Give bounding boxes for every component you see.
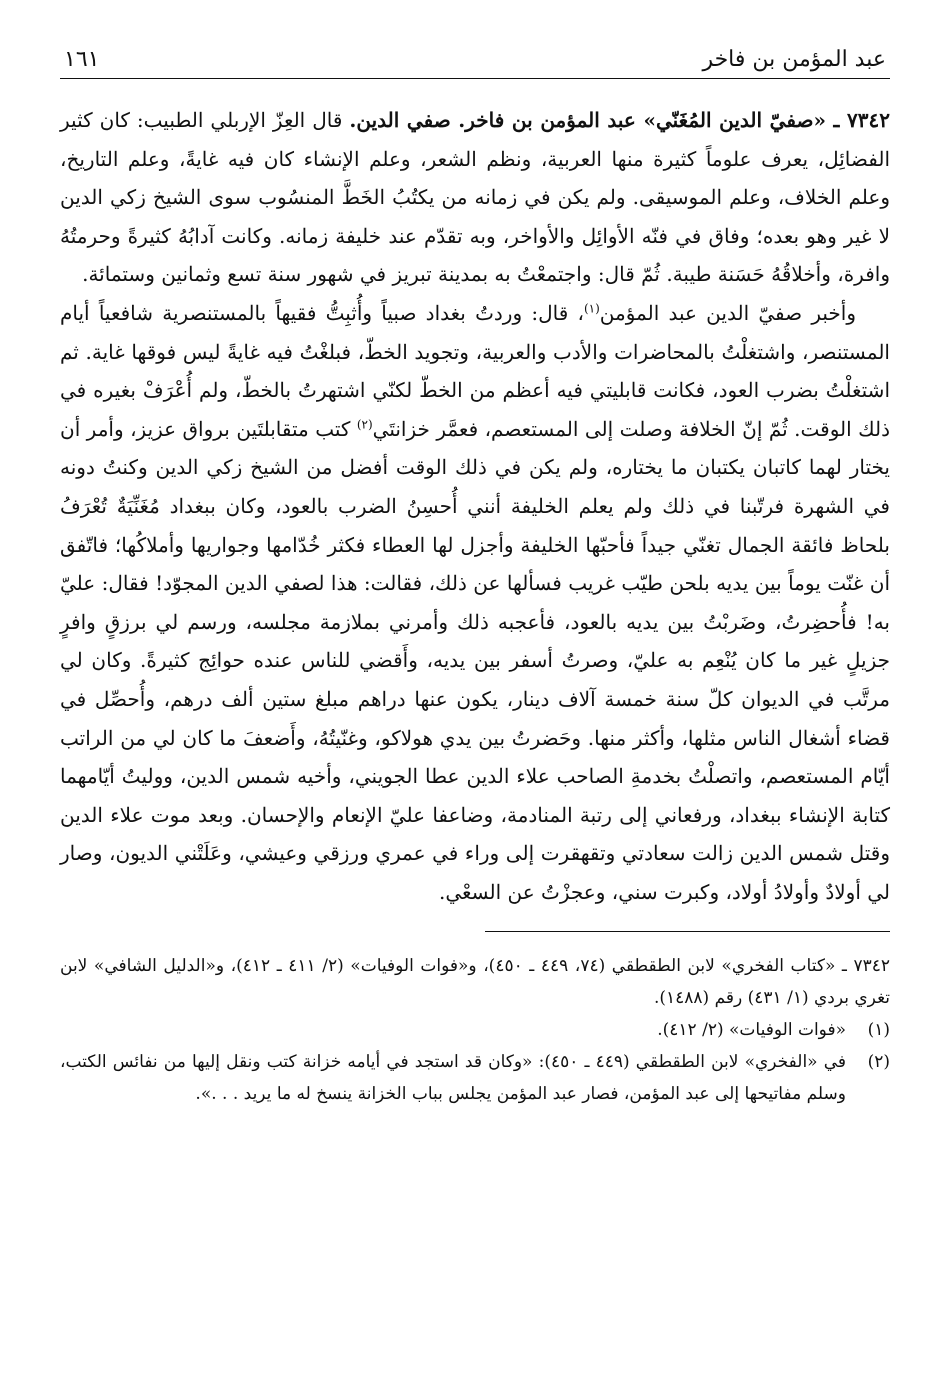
footnote-1-text: «فوات الوفيات» (٢/ ٤١٢).: [657, 1020, 846, 1041]
running-header: [60, 26, 890, 79]
footnotes: [60, 950, 890, 1110]
footnote-2: [60, 1046, 890, 1110]
entry-text-2c: كتب متقابلتَين برواق عزيز، وأمر أن يختار لهما كاتبان يكتبان ما يختاره، ولم يكن في ذلك الوقت أفضل من الشيخ زكي الدين وكنتُ دونه في الشهرة فرتّبنا في ذلك ولم يعلم الخليفة أنني أُحسِنُ الضرب بالعود، وكان ببغداد مُغَنِّيَةٌ تُعْرَفُ بلحاظ فائقة الجمال تغنّي جيداً فأحبّها الخليفة وأجزل لها العطاء فكثر خُدّامها وجواريها وأملاكُها؛ فاتّفق أن غنّت يوماً بين يديه بلحن طيّب غريب فسألها عن ذلك، فقالت: هذا لصفي الدين المجوّد! فقال: عليّ به! فأُحضِرتُ، وضَربْتُ بين يديه بالعود، فأعجبه ذلك وأمرني بملازمة مجلسه، ورسم لي برزقٍ وافرٍ جزيلٍ غير ما كان يُنْعِم به عليّ، وصرتُ أسفر بين يديه، وأَقضي للناس عنده حوائِج كثيرةً. وكان لي مرتَّب في الديوان كلّ سنة خمسة آلاف دينار، يكون عنها دراهم مبلغ ستين ألف درهم، وأُحصِّل في قضاء أشغال الناس مثلها، وأكثر منها. وحَضرتُ بين يدي هولاكو، وغنّيتُهُ، وأَضعفَ ما كان لي من الراتب أيّام المستعصم، واتصلْتُ بخدمةِ الصاحب علاء الدين عطا الجويني، وأخيه شمس الدين، ووليتُ أيّامهما كتابة الإنشاء ببغداد، ورفعاني إلى رتبة المنادمة، وضاعفا عليّ الإنعام والإحسان. وبعد موت علاء الدين وقتل شمس الدين زالت سعادتي وتقهقرت إلى وراء في عمري ورزقي وعيشي، وعَلَتْني الديون، وصار لي أولادٌ وأولادُ أولاد، وكبرت سني، وعجزْتُ عن السعْي.: [60, 416, 890, 904]
footnote-ref-1: (١): [583, 301, 600, 316]
footnote-source-mark: ٧٣٤٢ ـ: [841, 956, 890, 977]
footnote-sources: [60, 950, 890, 1014]
entry-paragraph-1: [60, 101, 890, 294]
entry-heading: ٧٣٤٢ ـ «صفيّ الدين المُغَنّي» عبد المؤمن بن فاخر. صفي الدين.: [349, 108, 890, 132]
footnote-ref-2: (٢): [356, 417, 373, 432]
footnote-1: [60, 1014, 890, 1046]
footnote-2-text: في «الفخري» لابن الطقطقي (٤٤٩ ـ ٤٥٠): «وكان قد استجد في أيامه خزانة كتب ونقل إليها من نفائس الكتب، وسلم مفاتيحها إلى عبد المؤمن، فصار عبد المؤمن يجلس بباب الخزانة ينسخ له ما يريد . . .».: [60, 1052, 846, 1105]
entry-text-2a: وأخبر صفيّ الدين عبد المؤمن: [599, 300, 856, 325]
running-title: عبد المؤمن بن فاخر: [702, 47, 886, 72]
main-text: [60, 101, 890, 911]
entry-text-1: قال العِزّ الإربلي الطبيب: كان كثير الفضائِل، يعرف علوماً كثيرة منها العربية، ونظم الشعر، وعلم الإنشاء كان فيه غايةً، وعلم التاريخ، وعلم الخلاف، وعلم الموسيقى. ولم يكن في زمانه من يكتُبُ الخَطَّ المنسُوب سوى الشيخ زكي الدين لا غير وهو بعده؛ وفاق في فنّه الأوائِل والأواخر، وبه تقدّم عند خليفة زمانه. وكانت آدابُهُ كثيرةً وحرمتُهُ وافرة، وأخلاقُهُ حَسَنة طيبة. ثُمّ قال: واجتمعْتُ به بمدينة تبريز في شهور سنة تسع وثمانين وستمائة.: [60, 108, 890, 287]
footnote-1-mark: (١): [867, 1020, 890, 1041]
entry-text-2b: ، قال: وردتُ بغداد صبياً وأُثبِتُّ فقيهاً بالمستنصرية شافعياً أيام المستنصر، واشتغلْتُ بالمحاضرات والأدب والعربية، وتجويد الخطّ، فبلغْتُ فيه غايةً ليس فوقها غاية. ثم اشتغلْتُ بضرب العود، فكانت قابليتي فيه أعظم من الخطّ لكنّي اشتهرتُ بالخطّ، ولم أُعْرَفْ بغيره في ذلك الوقت. ثُمّ إنّ الخلافة وصلت إلى المستعصم، فعمَّر خزانتَي: [60, 300, 890, 441]
footnote-2-mark: (٢): [867, 1052, 890, 1073]
footnote-divider: [485, 931, 890, 932]
footnote-source-text: «كتاب الفخري» لابن الطقطقي (٧٤، ٤٤٩ ـ ٤٥٠)، و«فوات الوفيات» (٢/ ٤١١ ـ ٤١٢)، و«الدليل الشافي» لابن تغري بردي (١/ ٤٣١) رقم (١٤٨٨).: [60, 956, 890, 1009]
page-number: ١٦١: [64, 47, 100, 72]
document-page: [60, 26, 890, 1110]
entry-paragraph-2: [60, 294, 890, 912]
